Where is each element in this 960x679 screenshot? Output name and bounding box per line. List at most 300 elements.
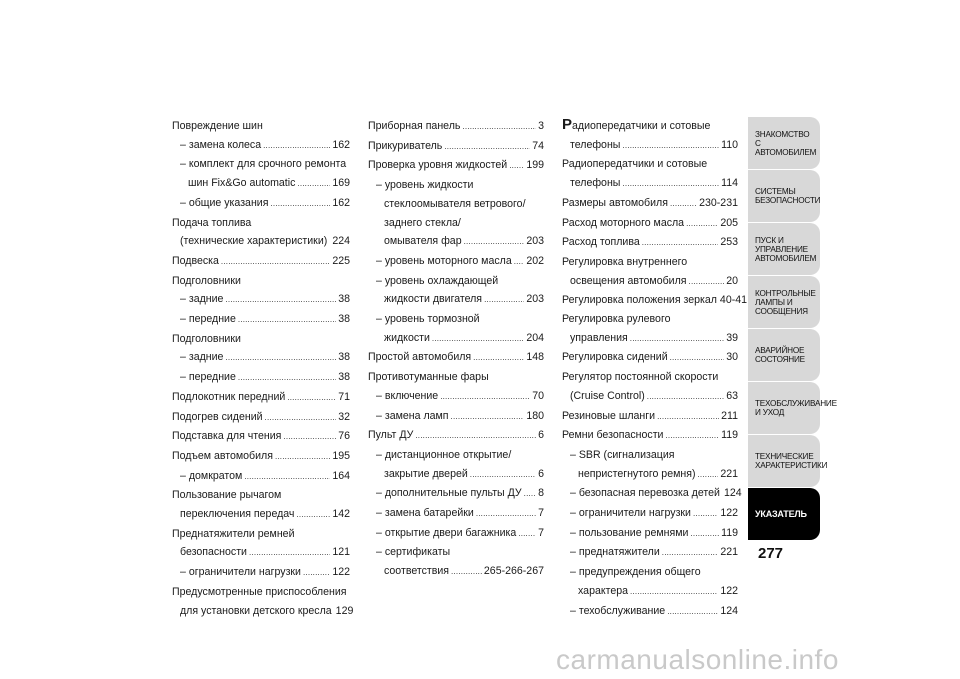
page-ref: 142 bbox=[332, 508, 350, 521]
page-ref: 253 bbox=[720, 236, 738, 249]
entry-text bbox=[368, 156, 507, 175]
index-entry bbox=[368, 272, 544, 291]
section-tab[interactable]: КОНТРОЛЬНЫЕ ЛАМПЫ И СООБЩЕНИЯ bbox=[748, 276, 820, 328]
page-ref: 7 bbox=[538, 507, 544, 520]
page-ref: 38 bbox=[338, 371, 350, 384]
entry-label: – сертификаты bbox=[376, 546, 451, 559]
entry-label: Резиновые шланги bbox=[562, 409, 656, 422]
entry-label: закрытие дверей bbox=[384, 467, 468, 480]
entry-label: шин Fix&Go automatic bbox=[188, 177, 296, 190]
dot-leader bbox=[647, 388, 724, 407]
dot-leader bbox=[630, 583, 718, 602]
index-entry bbox=[368, 252, 544, 272]
entry-label: Подъем автомобиля bbox=[172, 449, 273, 462]
index-entry bbox=[562, 310, 738, 329]
index-entry bbox=[562, 407, 738, 427]
dot-leader bbox=[690, 525, 719, 544]
entry-text bbox=[570, 524, 688, 543]
entry-text bbox=[562, 116, 711, 133]
dot-leader bbox=[686, 215, 718, 234]
entry-label: – домкратом bbox=[180, 469, 243, 482]
dot-leader bbox=[221, 253, 330, 272]
entry-label: Преднатяжители ремней bbox=[172, 527, 295, 540]
dot-leader bbox=[689, 273, 725, 292]
index-entry bbox=[368, 543, 544, 562]
page-ref: 119 bbox=[721, 429, 738, 442]
page-ref: 224 bbox=[332, 235, 350, 248]
entry-label: – дистанционное открытие/ bbox=[376, 448, 512, 461]
entry-text bbox=[368, 117, 460, 136]
index-entry bbox=[562, 524, 738, 544]
entry-label: Размеры автомобиля bbox=[562, 196, 668, 209]
entry-text bbox=[578, 582, 628, 601]
entry-label: заднего стекла/ bbox=[384, 216, 461, 229]
dot-leader bbox=[238, 369, 336, 388]
index-entry bbox=[172, 525, 350, 544]
page-ref: 110 bbox=[721, 138, 738, 151]
index-entry bbox=[368, 504, 544, 524]
entry-text bbox=[172, 333, 241, 345]
entry-text bbox=[172, 275, 241, 287]
entry-text bbox=[384, 562, 449, 581]
index-entry bbox=[172, 290, 350, 310]
entry-label: стеклоомывателя ветрового/ bbox=[384, 197, 526, 210]
entry-label: Повреждение шин bbox=[172, 120, 263, 132]
entry-label: – преднатяжители bbox=[570, 546, 660, 559]
dot-leader bbox=[329, 233, 330, 252]
page-ref: 148 bbox=[526, 351, 544, 364]
page-ref: 169 bbox=[332, 177, 350, 190]
entry-text bbox=[570, 449, 674, 461]
index-entry bbox=[562, 563, 738, 582]
index-entry bbox=[172, 447, 350, 467]
dot-leader bbox=[514, 253, 525, 272]
index-column-3 bbox=[562, 116, 748, 621]
entry-text bbox=[180, 158, 346, 170]
dot-leader bbox=[657, 408, 719, 427]
entry-text bbox=[376, 313, 480, 325]
index-entry bbox=[172, 214, 350, 233]
index-entry bbox=[172, 602, 354, 622]
page-ref: 225 bbox=[332, 254, 350, 267]
index-entry bbox=[562, 194, 738, 214]
entry-text bbox=[368, 137, 442, 156]
index-entry bbox=[172, 136, 350, 156]
entry-label: – уровень охлаждающей bbox=[376, 274, 499, 287]
entry-label: – ограничители нагрузки bbox=[570, 507, 691, 520]
entry-label: – ограничители нагрузки bbox=[180, 566, 301, 579]
index-entry bbox=[368, 176, 544, 195]
section-tab[interactable]: АВАРИЙНОЕ СОСТОЯНИЕ bbox=[748, 329, 820, 381]
page-ref: 38 bbox=[338, 351, 350, 364]
index-entry bbox=[368, 137, 544, 157]
entry-text bbox=[570, 543, 660, 562]
dot-leader bbox=[270, 195, 330, 214]
page-ref: 70 bbox=[532, 389, 544, 402]
index-entry bbox=[172, 467, 350, 487]
entry-label: Простой автомобиля bbox=[368, 351, 472, 364]
page-ref: 230-231 bbox=[699, 196, 738, 209]
dot-leader bbox=[509, 157, 524, 176]
entry-label: – общие указания bbox=[180, 196, 269, 209]
entry-text bbox=[172, 408, 263, 427]
page-ref: 180 bbox=[526, 409, 544, 422]
entry-text bbox=[172, 217, 251, 229]
dot-leader bbox=[662, 544, 719, 563]
entry-text bbox=[562, 407, 655, 426]
entry-label: – передние bbox=[180, 371, 236, 384]
entry-label: непристегнутого ремня) bbox=[578, 467, 696, 480]
entry-text bbox=[562, 348, 668, 367]
page-ref: 119 bbox=[721, 526, 738, 539]
entry-text bbox=[368, 348, 471, 367]
entry-label: характера bbox=[578, 584, 629, 597]
entry-label: безопасности bbox=[180, 546, 247, 559]
entry-label: жидкости bbox=[384, 331, 430, 344]
page-ref: 38 bbox=[338, 293, 350, 306]
page-ref: 121 bbox=[332, 546, 350, 559]
entry-text bbox=[376, 407, 449, 426]
entry-label: Пульт ДУ bbox=[368, 429, 414, 442]
index-entry bbox=[562, 504, 738, 524]
dot-leader bbox=[670, 349, 725, 368]
entry-label: Подставка для чтения bbox=[172, 430, 282, 443]
entry-text bbox=[570, 272, 687, 291]
entry-label: Подогрев сидений bbox=[172, 410, 263, 423]
entry-text bbox=[376, 504, 474, 523]
page-ref: 20 bbox=[726, 274, 738, 287]
index-entry bbox=[562, 155, 738, 174]
page-ref: 162 bbox=[332, 138, 350, 151]
page-ref: 202 bbox=[526, 254, 544, 267]
index-entry bbox=[172, 505, 350, 525]
dot-leader bbox=[518, 525, 536, 544]
dot-leader bbox=[238, 311, 336, 330]
page-ref: 122 bbox=[720, 507, 738, 520]
entry-label: Расход моторного масла bbox=[562, 216, 685, 229]
page-ref: 221 bbox=[720, 546, 738, 559]
index-entry bbox=[368, 232, 544, 252]
dot-leader bbox=[249, 544, 330, 563]
dot-leader bbox=[462, 118, 536, 137]
entry-text bbox=[180, 543, 247, 562]
entry-text bbox=[172, 447, 273, 466]
page-ref: 30 bbox=[726, 351, 738, 364]
index-entry bbox=[368, 426, 544, 446]
dot-leader bbox=[622, 137, 719, 156]
page-ref: 71 bbox=[338, 390, 350, 403]
dot-leader bbox=[642, 234, 719, 253]
dot-leader bbox=[698, 466, 719, 485]
index-entry bbox=[172, 368, 350, 388]
entry-text bbox=[570, 174, 620, 193]
section-tab[interactable]: ТЕХОБСЛУЖИВАНИЕ И УХОД bbox=[748, 382, 820, 434]
index-entry bbox=[368, 524, 544, 544]
index-entry bbox=[562, 484, 742, 504]
page-ref: 8 bbox=[538, 487, 544, 500]
entry-label: жидкости двигателя bbox=[384, 293, 483, 306]
dot-leader bbox=[263, 137, 330, 156]
entry-text bbox=[570, 602, 665, 621]
page-ref: 129 bbox=[335, 604, 354, 617]
dot-leader bbox=[524, 485, 536, 504]
entry-label: Регулятор постоянной скорости bbox=[562, 371, 719, 384]
index-entry bbox=[368, 290, 544, 310]
entry-label: – предупреждения общего bbox=[570, 566, 701, 579]
entry-text bbox=[570, 329, 628, 348]
index-entry bbox=[562, 387, 738, 407]
dot-leader bbox=[630, 330, 724, 349]
page-ref: 124 bbox=[720, 604, 738, 617]
index-entry bbox=[562, 291, 748, 310]
index-entry bbox=[562, 543, 738, 563]
entry-text bbox=[172, 252, 219, 271]
entry-label: – включение bbox=[376, 389, 439, 402]
entry-label: Противотуманные фары bbox=[368, 371, 489, 384]
index-entry bbox=[368, 214, 544, 233]
entry-text bbox=[368, 371, 489, 383]
page-ref: 199 bbox=[526, 159, 544, 172]
index-column-1 bbox=[172, 117, 354, 621]
dot-leader bbox=[444, 138, 530, 157]
entry-text bbox=[384, 217, 461, 229]
entry-label: Проверка уровня жидкостей bbox=[368, 159, 508, 172]
entry-text bbox=[376, 546, 450, 558]
dot-leader bbox=[451, 408, 525, 427]
index-entry bbox=[172, 194, 350, 214]
dot-leader bbox=[265, 409, 337, 428]
dot-leader bbox=[244, 468, 330, 487]
entry-label: телефоны bbox=[570, 138, 621, 151]
entry-text bbox=[570, 504, 691, 523]
index-entry bbox=[172, 252, 350, 272]
index-entry bbox=[562, 233, 738, 253]
entry-text bbox=[180, 602, 332, 621]
dot-leader bbox=[275, 448, 330, 467]
entry-label: – замена колеса bbox=[180, 138, 262, 151]
index-entry bbox=[562, 174, 738, 194]
dot-leader bbox=[464, 233, 525, 252]
index-entry bbox=[368, 156, 544, 176]
index-entry bbox=[562, 348, 738, 368]
section-tab[interactable]: ЗНАКОМСТВО С АВТОМОБИЛЕМ bbox=[748, 117, 820, 169]
entry-label: Предусмотренные приспособления bbox=[172, 585, 347, 598]
entry-text bbox=[376, 449, 511, 461]
page-ref: 6 bbox=[538, 467, 544, 480]
entry-text bbox=[180, 563, 301, 582]
entry-label: – пользование ремнями bbox=[570, 526, 689, 539]
entry-text bbox=[570, 387, 645, 406]
index-entry bbox=[562, 214, 738, 234]
entry-label: Подлокотник передний bbox=[172, 390, 286, 403]
entry-text bbox=[368, 426, 413, 445]
entry-label: – задние bbox=[180, 351, 224, 364]
entry-text bbox=[384, 465, 468, 484]
index-entry bbox=[368, 348, 544, 368]
index-entry bbox=[172, 583, 350, 602]
dot-leader bbox=[476, 505, 536, 524]
entry-text bbox=[384, 198, 526, 210]
page-ref: 124 bbox=[723, 487, 742, 500]
entry-label: освещения автомобиля bbox=[570, 274, 687, 287]
entry-label: – безопасная перевозка детей bbox=[570, 487, 720, 500]
entry-label: – дополнительные пульты ДУ bbox=[376, 487, 522, 500]
entry-text bbox=[180, 194, 268, 213]
entry-label: Радиопередатчики и сотовые bbox=[562, 158, 708, 171]
index-entry bbox=[172, 330, 350, 349]
dot-leader bbox=[665, 427, 719, 446]
entry-text bbox=[172, 528, 295, 540]
letter-initial: Р bbox=[562, 116, 573, 133]
dot-leader bbox=[470, 466, 536, 485]
index-entry bbox=[172, 408, 350, 428]
page-ref: 162 bbox=[332, 196, 350, 209]
entry-text bbox=[180, 505, 294, 524]
index-entry bbox=[368, 446, 544, 465]
entry-label: – уровень моторного масла bbox=[376, 254, 512, 267]
index-entry bbox=[172, 174, 350, 194]
index-entry bbox=[562, 582, 738, 602]
entry-label: (технические характеристики) bbox=[180, 235, 328, 248]
entry-text bbox=[384, 290, 482, 309]
section-tab[interactable]: УКАЗАТЕЛЬ bbox=[748, 488, 820, 540]
page-number: 277 bbox=[758, 545, 784, 562]
entry-text bbox=[376, 524, 516, 543]
entry-text bbox=[562, 256, 687, 268]
index-entry bbox=[368, 368, 544, 387]
entry-text bbox=[172, 427, 281, 446]
section-tab[interactable]: СИСТЕМЫ БЕЗОПАСНОСТИ bbox=[748, 170, 820, 222]
entry-text bbox=[180, 290, 223, 309]
index-entry bbox=[172, 563, 350, 583]
entry-label: Подголовники bbox=[172, 274, 241, 287]
page-ref: 221 bbox=[720, 467, 738, 480]
index-entry bbox=[172, 427, 350, 447]
index-entry bbox=[562, 253, 738, 272]
page-ref: 76 bbox=[338, 430, 350, 443]
entry-text bbox=[172, 388, 285, 407]
index-entry bbox=[172, 486, 350, 505]
page-ref: 74 bbox=[532, 139, 544, 152]
entry-text bbox=[570, 484, 720, 503]
index-entry bbox=[368, 310, 544, 329]
dot-leader bbox=[670, 195, 697, 214]
entry-label: Регулировка сидений bbox=[562, 351, 668, 364]
entry-label: – SBR (сигнализация bbox=[570, 448, 675, 461]
entry-text bbox=[570, 566, 701, 578]
index-entry bbox=[172, 232, 350, 252]
page-ref: 265-266-267 bbox=[483, 565, 544, 578]
index-entry bbox=[172, 388, 350, 408]
index-entry bbox=[368, 562, 544, 582]
dot-leader bbox=[440, 388, 530, 407]
entry-text bbox=[376, 275, 498, 287]
entry-label: переключения передач bbox=[180, 508, 295, 521]
index-entry bbox=[172, 310, 350, 330]
index-entry bbox=[368, 465, 544, 485]
index-entry bbox=[562, 368, 738, 387]
entry-label: Приборная панель bbox=[368, 120, 461, 132]
entry-label: соответствия bbox=[384, 565, 450, 578]
dot-leader bbox=[473, 349, 524, 368]
entry-text bbox=[384, 232, 462, 251]
index-entry bbox=[172, 543, 350, 563]
entry-label: – комплект для срочного ремонта bbox=[180, 158, 347, 171]
entry-label: Регулировка положения зеркал 40-41 bbox=[562, 294, 748, 307]
entry-text bbox=[562, 313, 670, 325]
entry-text bbox=[562, 426, 663, 445]
page-ref: 3 bbox=[538, 120, 544, 132]
index-entry bbox=[368, 407, 544, 427]
entry-label: Прикуриватель bbox=[368, 139, 443, 152]
entry-text bbox=[180, 310, 236, 329]
entry-label: – передние bbox=[180, 313, 236, 326]
dot-leader bbox=[693, 505, 718, 524]
page-ref: 122 bbox=[720, 584, 738, 597]
index-entry bbox=[368, 329, 544, 349]
index-entry bbox=[562, 602, 738, 622]
section-tab[interactable]: ТЕХНИЧЕСКИЕ ХАРАКТЕРИСТИКИ bbox=[748, 435, 820, 487]
dot-leader bbox=[297, 175, 330, 194]
entry-label: – задние bbox=[180, 293, 224, 306]
entry-text bbox=[180, 348, 223, 367]
page-ref: 164 bbox=[332, 469, 350, 482]
entry-text bbox=[562, 194, 668, 213]
page-ref: 39 bbox=[726, 331, 738, 344]
section-tabs bbox=[748, 117, 837, 541]
page-ref: 122 bbox=[332, 566, 350, 579]
entry-label: Ремни безопасности bbox=[562, 429, 664, 442]
page-ref: 204 bbox=[526, 331, 544, 344]
dot-leader bbox=[667, 603, 718, 622]
dot-leader bbox=[484, 291, 524, 310]
index-column-2 bbox=[368, 117, 544, 582]
entry-label: управления bbox=[570, 331, 628, 344]
entry-label: Регулировка внутреннего bbox=[562, 255, 688, 268]
entry-text bbox=[172, 120, 263, 132]
dot-leader bbox=[296, 506, 330, 525]
entry-text bbox=[172, 586, 347, 598]
entry-text bbox=[562, 158, 707, 170]
entry-text bbox=[180, 136, 261, 155]
page-ref: 38 bbox=[338, 313, 350, 326]
dot-leader bbox=[451, 563, 482, 582]
dot-leader bbox=[432, 330, 524, 349]
dot-leader bbox=[303, 564, 330, 583]
dot-leader bbox=[622, 175, 719, 194]
section-tab[interactable]: ПУСК И УПРАВЛЕНИЕ АВТОМОБИЛЕМ bbox=[748, 223, 820, 275]
index-entry bbox=[368, 117, 544, 137]
index-entry bbox=[562, 272, 738, 292]
entry-text bbox=[384, 329, 430, 348]
entry-text bbox=[180, 467, 242, 486]
index-entry bbox=[172, 117, 350, 136]
entry-text bbox=[180, 368, 236, 387]
index-entry bbox=[562, 136, 738, 156]
page-ref: 205 bbox=[720, 216, 738, 229]
entry-text bbox=[376, 179, 473, 191]
dot-leader bbox=[225, 349, 336, 368]
entry-label: Регулировка рулевого bbox=[562, 313, 671, 326]
index-entry bbox=[562, 426, 738, 446]
entry-label: Пользование рычагом bbox=[172, 489, 282, 502]
entry-text bbox=[376, 252, 512, 271]
page-ref: 63 bbox=[726, 389, 738, 402]
index-entry bbox=[562, 446, 738, 465]
entry-text bbox=[188, 174, 295, 193]
entry-text bbox=[562, 371, 718, 383]
entry-label: Подача топлива bbox=[172, 216, 252, 229]
